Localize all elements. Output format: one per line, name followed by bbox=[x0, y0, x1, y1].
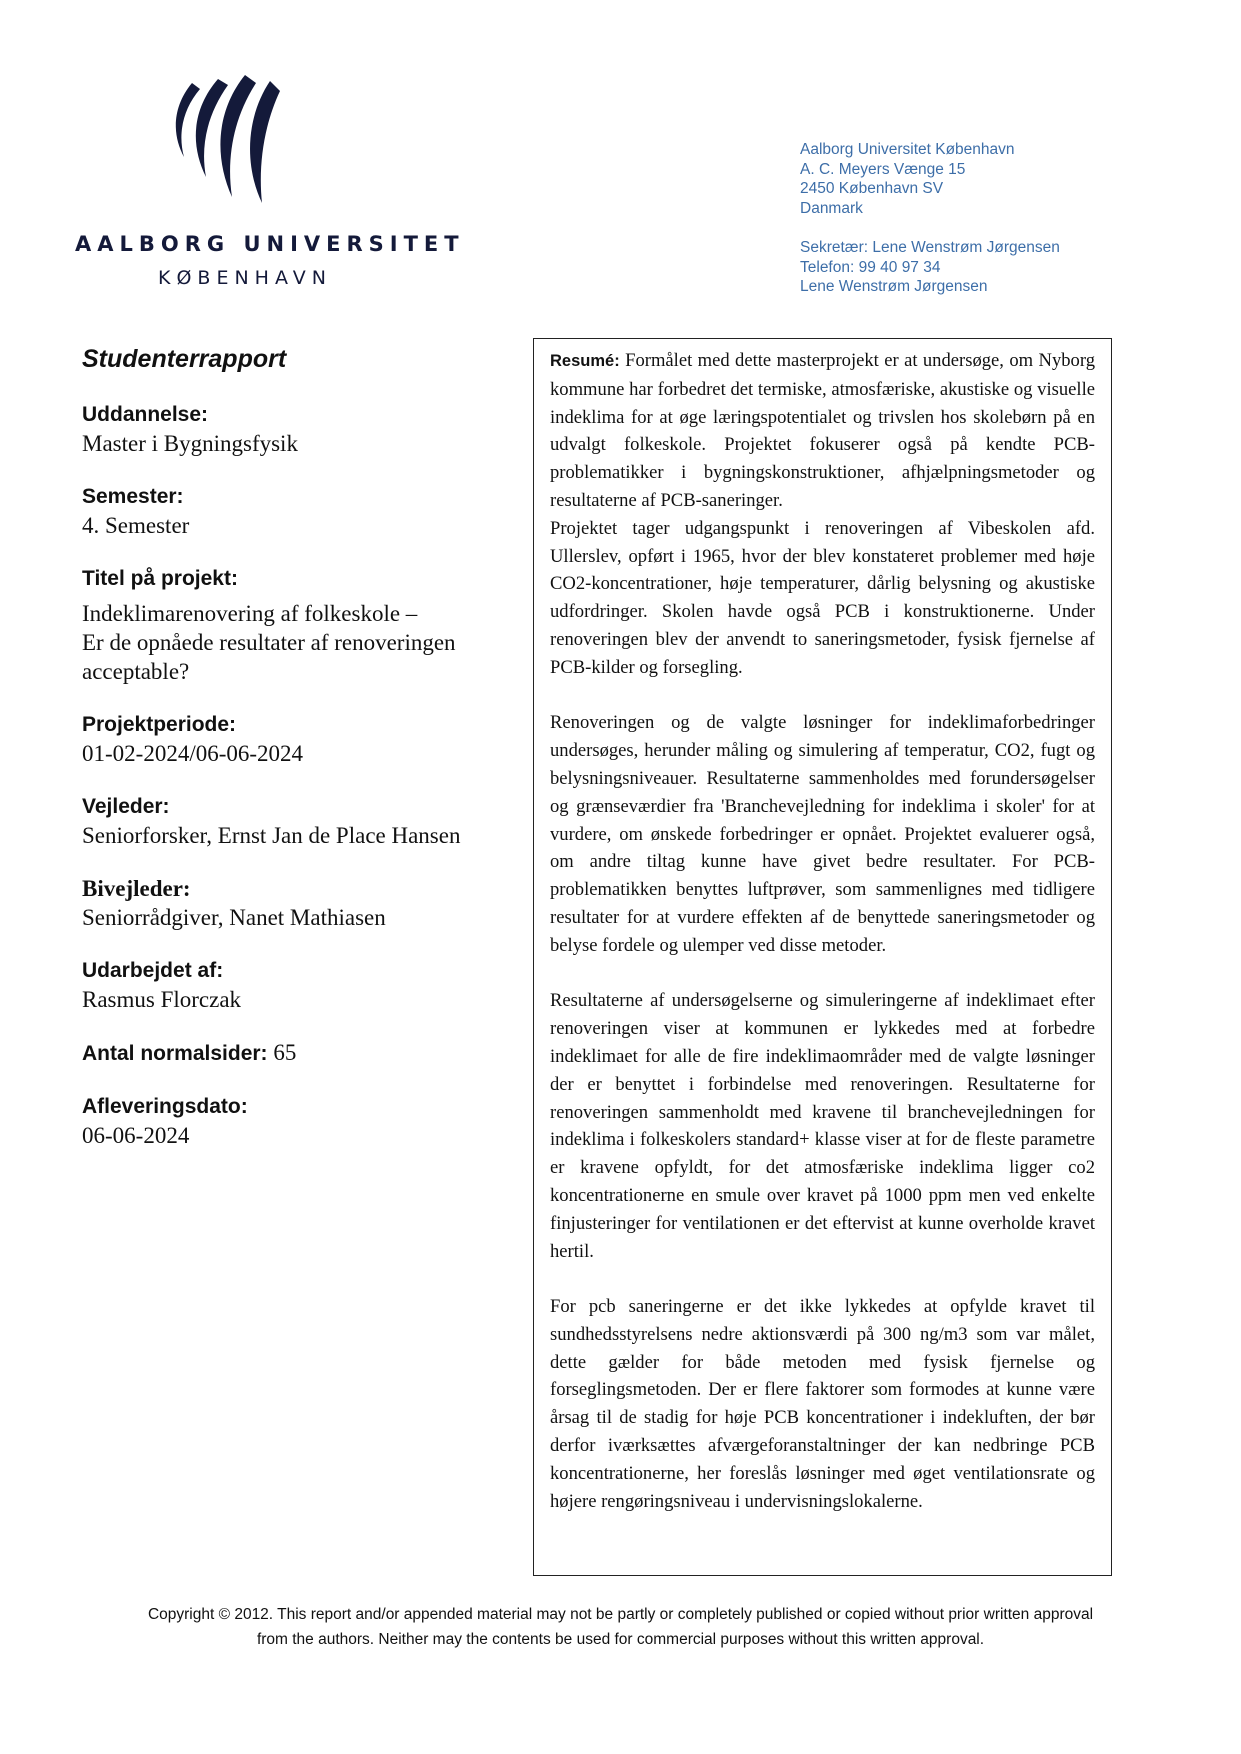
pages-label: Antal normalsider: bbox=[82, 1042, 268, 1065]
author-value: Rasmus Florczak bbox=[82, 987, 242, 1012]
abstract-label: Resumé: bbox=[550, 352, 620, 370]
cosupervisor-value: Seniorrådgiver, Nanet Mathiasen bbox=[82, 905, 386, 930]
period-label: Projektperiode: bbox=[82, 713, 237, 736]
delivery-label: Afleveringsdato: bbox=[82, 1095, 248, 1118]
supervisor-value: Seniorforsker, Ernst Jan de Place Hansen bbox=[82, 823, 461, 848]
contact-block bbox=[800, 140, 1060, 297]
abstract-paragraph: For pcb saneringerne er det ikke lykkedes at opfylde kravet til sundhedsstyrelsens nedre aktionsværdi på 300 ng/m3 som var målet, dette gælder for både metoden med fysisk fjernelse og forseglingsmetoden. Der er flere faktorer som formodes at kunne være årsag til de stadig for høje PCB koncentrationer i indekluften, der bør derfor iværksættes afværgeforanstaltninger der kan nedbringe PCB koncentrationerne, her foreslås løsninger med øget ventilationsrate og højere rengøringsniveau i undervisningslokalerne. bbox=[550, 1296, 1095, 1512]
semester-field bbox=[82, 482, 522, 540]
title-line: Er de opnåede resultater af renoveringen bbox=[82, 630, 456, 655]
pages-field bbox=[82, 1038, 522, 1068]
cosupervisor-field bbox=[82, 874, 522, 932]
period-field bbox=[82, 710, 522, 768]
period-value: 01-02-2024/06-06-2024 bbox=[82, 741, 304, 766]
education-field bbox=[82, 400, 522, 458]
address-line: Aalborg Universitet København bbox=[800, 141, 1015, 158]
address-line: A. C. Meyers Vænge 15 bbox=[800, 160, 966, 178]
title-label: Titel på projekt: bbox=[82, 567, 238, 590]
semester-label: Semester: bbox=[82, 485, 184, 508]
report-type-heading: Studenterrapport bbox=[82, 345, 287, 373]
copyright-line: Copyright © 2012. This report and/or appended material may not be partly or completely published or copied without prior written approval bbox=[147, 1606, 1094, 1623]
author-field bbox=[82, 956, 522, 1014]
logo-subtitle: KØBENHAVN bbox=[158, 267, 332, 289]
abstract-paragraph: Resultaterne af undersøgelserne og simuleringerne af indeklimaet efter renoveringen viser at kommunen er lykkedes med at forbedre indeklimaet for alle de fire indeklimaområder med de valgte løsninger der er benyttet i forbindelse med renoveringen. Resultaterne for renoveringen sammenholdt med kravene til branchevejledningen for indeklima i folkeskolers standard+ klasse viser at for de fleste parametre er kravene opfyldt, for det atmosfæriske indeklima ligger co2 koncentrationerne en smule over kravet på 1000 ppm men ved enkelte finjusteringer for ventilationen er det eftervist at kunne overholde kravet hertil. bbox=[550, 990, 1095, 1262]
abstract-text: Projektet tager udgangspunkt i renoveringen af Vibeskolen afd. Ullerslev, opført i 1965, hvor der blev konstateret problemer med høje CO2-koncentrationer, høje temperaturer, dårlig belysning og akustiske udfordringer. Skolen havde også PCB i konstruktionerne. Under renoveringen blev der anvendt to saneringsmetoder, fysisk fjernelse af PCB-kilder og forsegling. bbox=[550, 517, 1095, 678]
abstract-paragraph: Renoveringen og de valgte løsninger for indeklimaforbedringer undersøges, herunder måling og simulering af temperatur, CO2, fugt og belysningsniveauer. Resultaterne sammenholdes med forundersøgelser og grænseværdier fra 'Branchevejledning for indeklima i skoler' for at vurdere, om ønskede forbedringer er opnået. Projektet evaluerer også, om andre tiltag kunne have givet bedre resultater. For PCB-problematikken benyttes luftprøver, som sammenlignes med tidligere resultater for at vurdere effekten af de benyttede saneringsmetoder og belyse fordele og ulemper ved disse metoder. bbox=[550, 712, 1095, 956]
semester-value: 4. Semester bbox=[82, 513, 190, 538]
abstract-box bbox=[533, 338, 1112, 1576]
author-label: Udarbejdet af: bbox=[82, 959, 224, 982]
report-metadata bbox=[82, 345, 522, 1174]
education-label: Uddannelse: bbox=[82, 403, 209, 426]
copyright-notice bbox=[60, 1602, 1181, 1652]
title-line: Indeklimarenovering af folkeskole – bbox=[82, 601, 418, 626]
title-field bbox=[82, 564, 522, 686]
university-logo-icon bbox=[170, 75, 285, 205]
cosupervisor-label: Bivejleder: bbox=[82, 876, 191, 901]
address-line: 2450 København SV bbox=[800, 180, 944, 197]
abstract-text: Formålet med dette masterprojekt er at undersøge, om Nyborg kommune har forbedret det termiske, atmosfæriske, akustiske og visuelle indeklima for at øge læringspotentialet og trivslen hos skolebørn på en udvalgt folkeskole. Projektet fokuserer også på kendte PCB-problematikker i bygningskonstruktioner, afhjælpningsmetoder og resultaterne af PCB-saneringer. bbox=[550, 350, 1095, 511]
supervisor-label: Vejleder: bbox=[82, 795, 170, 818]
pages-value: 65 bbox=[273, 1040, 297, 1065]
phone-line: Telefon: 99 40 97 34 bbox=[800, 258, 941, 276]
delivery-field bbox=[82, 1092, 522, 1150]
education-value: Master i Bygningsfysik bbox=[82, 431, 298, 456]
delivery-value: 06-06-2024 bbox=[82, 1123, 190, 1148]
supervisor-field bbox=[82, 792, 522, 850]
copyright-line: from the authors. Neither may the contents be used for commercial purposes without this written approval. bbox=[256, 1631, 985, 1648]
logo-title: AALBORG UNIVERSITET bbox=[75, 232, 465, 256]
title-line: acceptable? bbox=[82, 659, 190, 684]
abstract-paragraph bbox=[550, 347, 1095, 682]
contact-name-line: Lene Wenstrøm Jørgensen bbox=[800, 278, 988, 295]
secretary-line: Sekretær: Lene Wenstrøm Jørgensen bbox=[800, 239, 1060, 256]
address-line: Danmark bbox=[800, 199, 863, 217]
